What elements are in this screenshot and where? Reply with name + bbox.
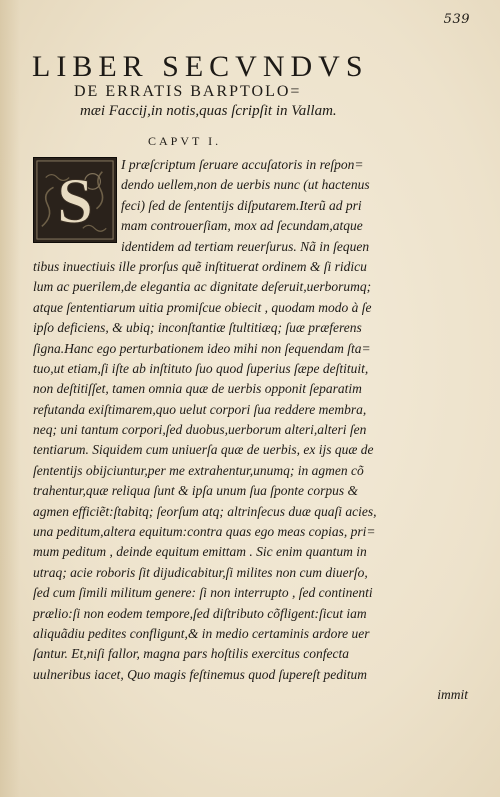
text-line: mam controuerſiam, mox ad ſecundam,atque [121,218,363,234]
text-line: non deſtitiſſet, tamen omnia quæ de uerbis opponit ſeparatim [33,381,362,397]
text-line: ſantur. Et,niſi fallor, magna pars hoſtilis exercitus confecta [33,646,349,662]
text-line: immit [437,687,468,703]
text-line: trahentur,quæ reliqua ſunt & ipſa unum ſua ſponte corpus & [33,483,359,499]
subtitle-line-1: DE ERRATIS BARPTOLO= [74,83,302,100]
text-line: atque ſententiarum uitia promiſcue obiecit , quodam modo à ſe [33,299,372,315]
text-line: neq; uni tantum corpori,ſed duobus,uerborum alteri,alteri ſen [33,422,367,438]
text-line: feci) ſed de ſententijs diſputarem.Iterũ ad pri [121,197,362,213]
text-line: uulneribus iacet, Quo magis feſtinemus quod ſupereſt peditum [33,666,367,682]
text-line: una peditum,altera equitum:contra quas ego meas copias, pri= [33,524,376,540]
initial-letter: S [57,165,93,237]
text-line: dendo uellem,non de uerbis nunc (ut hactenus [121,177,370,193]
text-line: identidem ad tertiam reuerſurus. Nã in ſequen [121,238,370,254]
text-line: refutanda exiſtimarem,quo uelut corpori ſua reddere membra, [33,401,367,417]
page-shadow [0,0,20,797]
subtitle-line-2: mæi Faccij,in notis,quas ſcripſit in Vallam. [80,103,337,119]
page-number: 539 [443,12,470,27]
text-line: ſed cum ſimili militum genere: ſi non interrupto , ſed continenti [33,585,373,601]
chapter-heading: CAPVT I. [148,134,222,148]
text-line: lum ac puerilem,de elegantia ac dignitate deſeruit,uerborumq; [33,279,372,295]
text-line: ſententijs obijciuntur,per me extrahentur,unumq; in agmen cõ [33,462,364,478]
text-line: tibus inuectiuis ille prorſus quẽ inſtituerat ordinem & ſi ridicu [33,258,367,274]
text-line: agmen efficiẽt:ſtabitq; ſeorſum atq; altrinſecus duæ quaſi acies, [33,503,377,519]
text-line: prælio:ſi non eodem tempore,ſed diſtributo cõfligent:ſicut iam [33,605,367,621]
text-line: tentiarum. Siquidem cum uniuerſa quæ de uerbis, ex ijs quæ de [33,442,374,458]
page-title: LIBER SECVNDVS [32,50,369,83]
text-line: mum peditum , deinde equitum emittam . Sic enim quantum in [33,544,367,560]
text-line: ipſo deficiens, & ubiq; inconſtantiæ ſtultitiæq; ſuæ præferens [33,320,362,336]
text-line: aliquãdiu pedites confligunt,& in medio certaminis ardore uer [33,625,370,641]
text-line: tuo,ut etiam,ſi iſte ab inſtituto ſuo quod ſuperius ſæpe deſtituit, [33,360,369,376]
text-line: I præſcriptum ſeruare accuſatoris in reſpon= [121,157,364,172]
text-line: utraq; acie roboris ſit dijudicabitur,ſi milites non cum diuerſo, [33,564,368,580]
text-line: ſigna.Hanc ego perturbationem ideo mihi non ſequendam ſta= [33,340,371,356]
body-text [33,155,468,706]
